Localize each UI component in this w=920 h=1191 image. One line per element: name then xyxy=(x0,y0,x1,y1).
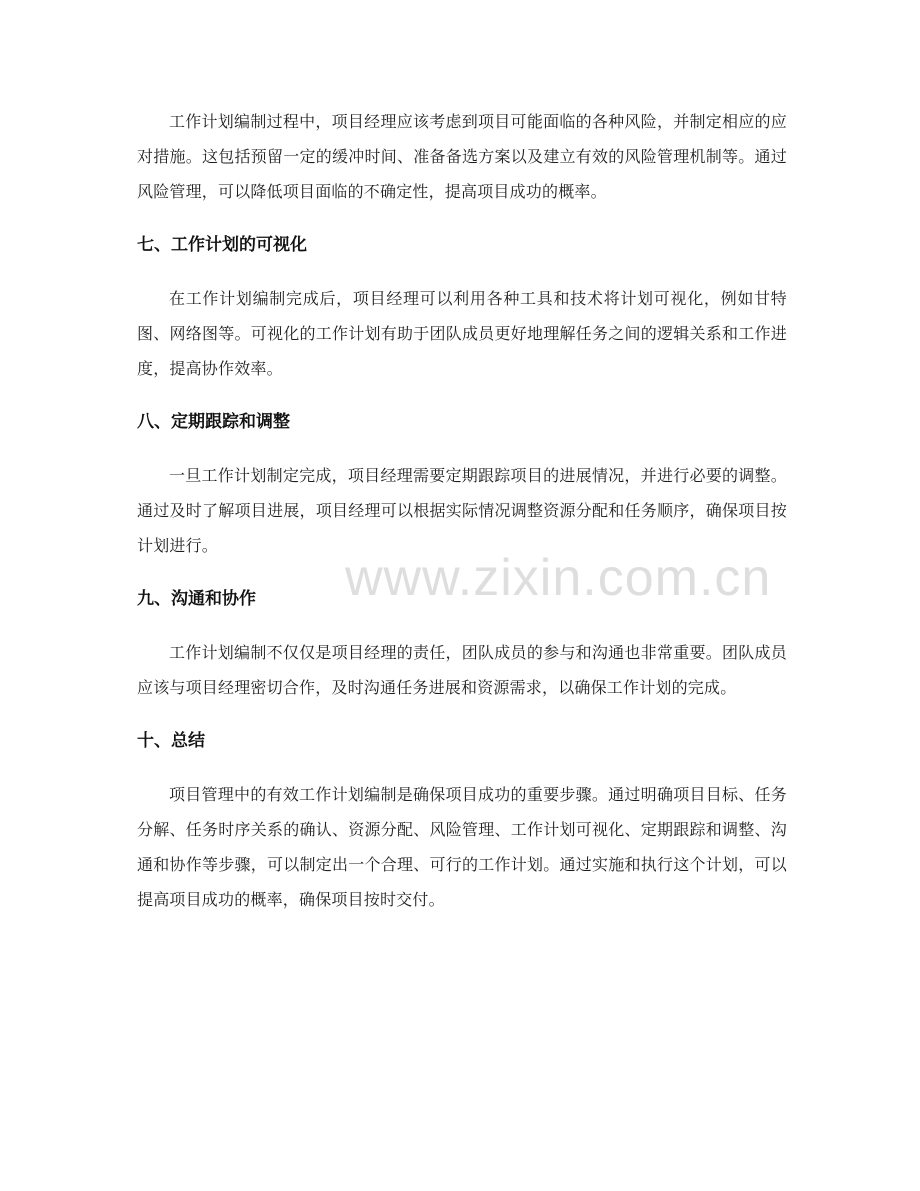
spacer xyxy=(137,209,787,231)
spacer xyxy=(137,436,787,458)
paragraph-tracking: 一旦工作计划制定完成，项目经理需要定期跟踪项目的进展情况，并进行必要的调整。通过及时了解项目进展，项目经理可以根据实际情况调整资源分配和任务顺序，确保项目按计划进行。 xyxy=(137,466,787,555)
document-body xyxy=(137,104,787,917)
paragraph-summary: 项目管理中的有效工作计划编制是确保项目成功的重要步骤。通过明确项目目标、任务分解、任务时序关系的确认、资源分配、风险管理、工作计划可视化、定期跟踪和调整、沟通和协作等步骤，可以制定出一个合理、可行的工作计划。通过实施和执行这个计划，可以提高项目成功的概率，确保项目按时交付。 xyxy=(137,785,787,909)
heading-communication: 九、沟通和协作 xyxy=(137,589,256,609)
heading-visualization: 七、工作计划的可视化 xyxy=(137,235,307,255)
spacer xyxy=(137,755,787,777)
heading-summary: 十、总结 xyxy=(137,731,205,751)
heading-tracking: 八、定期跟踪和调整 xyxy=(137,412,290,432)
spacer xyxy=(137,705,787,727)
paragraph-risk-management: 工作计划编制过程中，项目经理应该考虑到项目可能面临的各种风险，并制定相应的应对措施。这包括预留一定的缓冲时间、准备备选方案以及建立有效的风险管理机制等。通过风险管理，可以降低项目面临的不确定性，提高项目成功的概率。 xyxy=(137,112,787,201)
spacer xyxy=(137,613,787,635)
spacer xyxy=(137,259,787,281)
paragraph-communication: 工作计划编制不仅仅是项目经理的责任，团队成员的参与和沟通也非常重要。团队成员应该与项目经理密切合作，及时沟通任务进展和资源需求，以确保工作计划的完成。 xyxy=(137,643,787,697)
watermark: www.zixin.com.cn xyxy=(345,549,772,607)
spacer xyxy=(137,386,787,408)
paragraph-visualization: 在工作计划编制完成后，项目经理可以利用各种工具和技术将计划可视化，例如甘特图、网络图等。可视化的工作计划有助于团队成员更好地理解任务之间的逻辑关系和工作进度，提高协作效率。 xyxy=(137,289,787,378)
